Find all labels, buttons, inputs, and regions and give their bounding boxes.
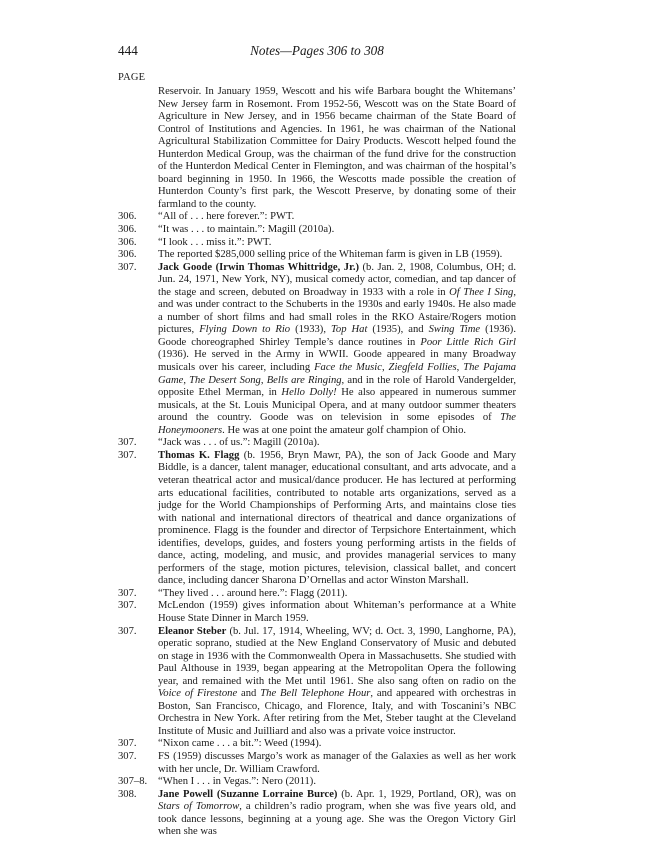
note-text-run: “They lived . . . around here.”: Flagg (2011). (158, 587, 348, 599)
note-italic-title: Voice of Firestone (158, 688, 238, 700)
page-header (118, 43, 516, 61)
note-italic-title: Face the Music (314, 362, 382, 374)
note-page-number: 307. (118, 261, 137, 273)
note-entry (118, 211, 516, 224)
note-text (158, 600, 516, 624)
note-entry (118, 751, 516, 776)
note-entry (118, 437, 516, 450)
note-entry (118, 86, 516, 211)
page-number: 444 (118, 43, 138, 58)
note-text-run: (1935), and (367, 324, 429, 336)
note-entry (118, 262, 516, 438)
note-text (158, 262, 516, 436)
note-text-run: “I look . . . miss it.”: PWT. (158, 236, 272, 248)
note-text-run: , and in the role of Harold Vandergelder, opposite Ethel Merman, in (158, 374, 517, 399)
note-text (158, 738, 321, 749)
note-italic-title: Poor Little Rich Girl (420, 336, 516, 348)
note-page-number: 306. (118, 249, 137, 261)
note-text (158, 86, 516, 210)
note-entry (118, 450, 516, 588)
note-italic-title: Swing Time (428, 324, 481, 336)
note-text (158, 249, 502, 260)
note-italic-title: Top Hat (330, 324, 368, 336)
note-page-number: 306. (118, 211, 137, 223)
note-page-number: 307. (118, 738, 137, 750)
note-text (158, 626, 516, 737)
note-text-run: , and appeared with orchestras in Boston, San Francisco, Chicago, and Florence, Italy, and with Toscanini’s NBC Orchestra in New York. After retiring from the Met, Steber taught at the Cleveland Institute of Music and Juilliard and also was a private voice instructor. (158, 688, 517, 737)
note-italic-title: Ziegfeld Follies (388, 362, 457, 374)
note-page-number: 307. (118, 437, 137, 449)
note-italic-title: The Desert Song (189, 374, 261, 386)
running-head: Notes—Pages 306 to 308 (250, 43, 384, 58)
note-text-run: , (260, 374, 267, 386)
note-entry (118, 249, 516, 262)
note-text-run: (1933), (290, 324, 331, 336)
note-text (158, 776, 316, 787)
note-text-run: (b. 1956, Bryn Mawr, PA), the son of Jack Goode and Mary Biddle, is a dancer, talent manager, educational consultant, and arts advocate, and a veteran theatrical actor and musical/dance producer. He has lectured at performing arts educational facilities, contributed to notable arts organizations, served as a judge for the World Championships of Performing Arts, and maintains close ties with national and international directors of theatrical and dance organizations of prominence. Flagg is the founder and director of Terpsichore Entertainment, which identifies, develops, guides, and fosters young performing artists in the fields of dance, acting, modeling, and music, and provides managerial services to many performers of the stage, motion pictures, television, classical ballet, and concert dance, including dancer Sharona D’Ornellas and actor Winston Marshall. (158, 449, 516, 587)
note-page-number: 307. (118, 750, 137, 762)
note-text-run: “It was . . . to maintain.”: Magill (2010a). (158, 224, 335, 236)
note-italic-title: Of Thee I Sing (449, 286, 514, 298)
note-entry (118, 237, 516, 250)
note-text-run: (1936). Goode choreographed Shirley Temple’s dance routines in (158, 324, 516, 348)
note-text (158, 789, 516, 838)
note-text-run: , (456, 362, 464, 374)
note-page-number: 306. (118, 236, 137, 248)
note-italic-title: Stars of Tomorrow (158, 801, 240, 813)
note-page-number: 307. (118, 600, 137, 612)
note-bold-name: Jack Goode (Irwin Thomas Whittridge, Jr.) (158, 261, 359, 273)
note-entry (118, 600, 516, 625)
note-entry (118, 738, 516, 751)
note-page-number: 306. (118, 224, 137, 236)
note-text-run: McLendon (1959) gives information about Whiteman’s performance at a White House State Dinner in March 1959. (158, 600, 516, 624)
note-text (158, 237, 271, 248)
note-text (158, 588, 347, 599)
note-text-run: “Jack was . . . of us.”: Magill (2010a). (158, 437, 320, 449)
note-page-number: 307. (118, 625, 137, 637)
note-text-run: (b. Jan. 2, 1908, Columbus, OH; d. Jun. 24, 1971, New York, NY), musical comedy actor, comedian, and tap dancer of the stage and screen, debuted on Broadway in 1933 with a role in (158, 261, 516, 298)
note-text (158, 751, 516, 775)
note-italic-title: Flying Down to Rio (199, 324, 291, 336)
column-label: PAGE (118, 72, 146, 83)
note-italic-title: Bells are Ringing (266, 374, 342, 386)
note-entry (118, 789, 516, 839)
notes-list (118, 86, 516, 839)
note-text-run: Reservoir. In January 1959, Wescott and his wife Barbara bought the Whitemans’ New Jersey farm in Rosemont. From 1952-56, Wescott was on the State Board of Agriculture in New Jersey, and in 1956 became chairman of the State Board of Control of Institutions and Agencies. In 1961, he was chairman of the National Agricultural Stabilization Committee for Dairy Products. Wescott helped found the Hunterdon Medical Group, was the chairman of the fund drive for the construction of the Hunterdon Medical Center in Flemington, and was chairman of the hospital’s board beginning in 1950. In 1966, the Wescotts made possible the creation of Hunterdon County’s first park, the Wescott Preserve, by donating some of their farmland to the county. (158, 86, 516, 210)
note-page-number: 307. (118, 587, 137, 599)
note-text (158, 437, 320, 448)
note-italic-title: The Bell Telephone Hour (260, 688, 371, 700)
note-text-run: “Nixon came . . . a bit.”: Weed (1994). (158, 738, 322, 750)
note-text-run: , and was under contract to the Schuberts in the 1930s and early 1940s. He also made a number of short films and had small roles in the RKO Astaire/Rogers motion pictures, (158, 286, 516, 336)
note-text-run: (b. Jul. 17, 1914, Wheeling, WV; d. Oct. 3, 1990, Langhorne, PA), operatic soprano, studied at the New England Conservatory of Music and debuted on stage in 1936 with the Commonwealth Opera in Massachusetts. She studied with Paul Althouse in 1939, began appearing at the Metropolitan Opera the following year, and remained with the Met until 1961. She also sang often on radio on the (158, 625, 516, 687)
note-italic-title: Hello Dolly! (281, 387, 337, 399)
note-bold-name: Eleanor Steber (158, 625, 227, 637)
note-text-run: , (381, 362, 389, 374)
note-text (158, 224, 334, 235)
note-entry (118, 776, 516, 789)
note-text (158, 450, 516, 586)
note-italic-title: The Pajama Game (158, 362, 517, 386)
note-text-run: (1936). He served in the Army in WWII. Goode appeared in many Broadway musicals over his career, including (158, 349, 516, 374)
note-page-number: 307–8. (118, 776, 148, 788)
note-text-run: , a children’s radio program, when she was five years old, and took dance lessons, beginning at a young age. She was the Oregon Victory Girl when she was (158, 801, 516, 838)
note-page-number: 308. (118, 788, 137, 800)
note-text-run: “All of . . . here forever.”: PWT. (158, 211, 295, 223)
note-text-run: “When I . . . in Vegas.”: Nero (2011). (158, 776, 316, 788)
note-entry (118, 224, 516, 237)
note-text-run: He also appeared in numerous summer musicals, at the St. Louis Municipal Opera, and at many outdoor summer theaters around the country. Goode was on television in some episodes of (158, 387, 516, 424)
note-text-run: FS (1959) discusses Margo’s work as manager of the Galaxies as well as her work with her uncle, Dr. William Crawford. (158, 750, 516, 775)
note-text-run: , (183, 374, 190, 386)
note-text-run: and (237, 688, 261, 700)
note-bold-name: Thomas K. Flagg (158, 449, 240, 461)
note-text-run: . He was at one point the amateur golf champion of Ohio. (222, 424, 467, 436)
note-bold-name: Jane Powell (Suzanne Lorraine Burce) (158, 788, 338, 800)
note-page-number: 307. (118, 449, 137, 461)
note-entry (118, 588, 516, 601)
note-text-run: (b. Apr. 1, 1929, Portland, OR), was on (337, 788, 516, 800)
note-italic-title: The Honeymooners (158, 412, 516, 436)
note-entry (118, 626, 516, 739)
note-text-run: The reported $285,000 selling price of the Whiteman farm is given in LB (1959). (158, 249, 503, 261)
note-text (158, 211, 294, 222)
